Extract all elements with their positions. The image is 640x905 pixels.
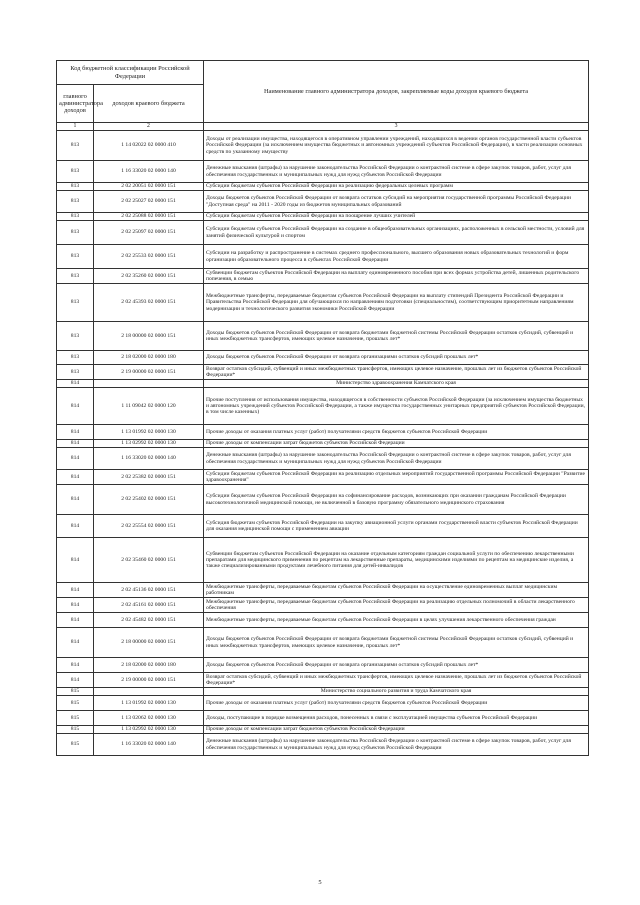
admin-code-cell: 815 [57,696,94,711]
admin-code-cell: 814 [57,583,94,598]
admin-code-cell: 813 [57,269,94,284]
income-code-cell: 2 02 25554 02 0000 151 [94,515,204,538]
admin-code-cell: 815 [57,726,94,734]
income-code-cell: 2 18 00000 02 0000 151 [94,322,204,351]
income-code-cell: 1 13 02992 02 0000 130 [94,440,204,448]
table-row [57,161,589,183]
income-name-cell: Доходы, поступающие в порядке возмещения расходов, понесенных в связи с эксплуатацией имущества субъектов Российской Федерации [204,711,589,726]
admin-code-cell: 813 [57,191,94,213]
page-number: 5 [318,879,322,886]
income-name-cell: Субвенции бюджетам субъектов Российской Федерации на оказание отдельным категориям граждан социальной услуги по обеспечению лекарственными препаратами для медицинского применения по рецептам на лекарственные препараты, медицинскими изделиями по рецептам на медицинские изделия, а также специализированными продуктами лечебного питания для детей-инвалидов [204,538,589,583]
table-row [57,734,589,756]
income-name-cell: Межбюджетные трансферты, передаваемые бюджетам субъектов Российской Федерации на осуществление единовременных выплат медицинским работникам [204,583,589,598]
income-codes-table [56,60,589,756]
admin-code-cell: 814 [57,380,94,388]
admin-code-cell: 813 [57,213,94,221]
header-number-3: 3 [204,123,589,131]
admin-code-cell: 813 [57,322,94,351]
income-name-cell: Доходы бюджетов субъектов Российской Федерации от возврата остатков субсидий на мероприятия государственной программы Российской Федерации "Доступная среда" на 2011 - 2020 годы из бюджетов муниципальных образований [204,191,589,213]
table-row [57,322,589,351]
table-row [57,448,589,470]
income-name-cell: Денежные взыскания (штрафы) за нарушение законодательства Российской Федерации о контрактной системе в сфере закупок товаров, работ, услуг для обеспечения государственных и муниципальных нужд для нужд субъектов Российской Федерации [204,448,589,470]
income-name-cell: Прочие доходы от компенсации затрат бюджетов субъектов Российской Федерации [204,440,589,448]
admin-code-cell: 815 [57,734,94,756]
income-code-cell: 2 02 25088 02 0000 151 [94,213,204,221]
table-row [57,726,589,734]
admin-code-cell: 814 [57,673,94,688]
admin-code-cell: 814 [57,440,94,448]
table-row [57,183,589,191]
admin-code-cell: 814 [57,388,94,425]
income-code-cell: 2 02 45393 02 0000 151 [94,284,204,322]
admin-code-cell: 814 [57,658,94,673]
admin-code-cell: 813 [57,161,94,183]
income-code-cell: 1 11 09042 02 0000 120 [94,388,204,425]
income-name-cell: Субсидии бюджетам субъектов Российской Федерации на реализацию федеральных целевых программ [204,183,589,191]
income-name-cell: Доходы от реализации имущества, находящегося в оперативном управлении учреждений, находящихся в ведении органов государственной власти субъектов Российской Федерации (за исключением имущества бюджетных и автономных учреждений субъектов Российской Федерации), в части реализации основных средств по указанному имуществу [204,131,589,161]
table-row [57,440,589,448]
income-code-cell: 1 16 33020 02 0000 140 [94,734,204,756]
income-code-cell: 2 02 25382 02 0000 151 [94,470,204,485]
income-name-cell: Доходы бюджетов субъектов Российской Федерации от возврата организациями остатков субсидий прошлых лет* [204,351,589,365]
table-row [57,351,589,365]
income-code-cell: 1 13 02062 02 0000 130 [94,711,204,726]
income-code-cell [94,380,204,388]
income-code-cell: 2 18 00000 02 0000 151 [94,628,204,658]
income-code-cell: 2 02 25027 02 0000 151 [94,191,204,213]
income-code-cell: 2 19 00000 02 0000 151 [94,365,204,380]
admin-code-cell: 813 [57,365,94,380]
table-row [57,284,589,322]
section-row [57,688,589,696]
income-name-cell: Межбюджетные трансферты, передаваемые бюджетам субъектов Российской Федерации в целях улучшения лекарственного обеспечения граждан [204,613,589,628]
income-code-cell: 2 18 02000 02 0000 180 [94,351,204,365]
income-code-cell: 1 16 33020 02 0000 140 [94,448,204,470]
income-name-cell: Прочие доходы от оказания платных услуг (работ) получателями средств бюджетов субъектов Российской Федерации [204,696,589,711]
income-name-cell: Министерство здравоохранения Камчатского края [204,380,589,388]
admin-code-cell: 813 [57,284,94,322]
table-row [57,658,589,673]
income-name-cell: Субсидия бюджетам субъектов Российской Федерации на закупку авиационной услуги органами государственной власти субъектов Российской Федерации для оказания медицинской помощи с применением авиации [204,515,589,538]
admin-code-cell: 814 [57,448,94,470]
income-name-cell: Доходы бюджетов субъектов Российской Федерации от возврата бюджетами бюджетной системы Российской Федерации остатков субсидий, субвенций и иных межбюджетных трансфертов, имеющих целевое назначение, прошлых лет* [204,628,589,658]
income-name-cell: Возврат остатков субсидий, субвенций и иных межбюджетных трансфертов, имеющих целевое назначение, прошлых лет из бюджетов субъектов Российской Федерации* [204,365,589,380]
header-number-2: 2 [94,123,204,131]
admin-code-cell: 813 [57,245,94,269]
income-name-cell: Доходы бюджетов субъектов Российской Федерации от возврата бюджетами бюджетной системы Российской Федерации остатков субсидий, субвенций и иных межбюджетных трансфертов, имеющих целевое назначение, прошлых лет* [204,322,589,351]
income-code-cell: 2 02 45482 02 0000 151 [94,613,204,628]
table-row [57,221,589,245]
income-code-cell: 1 13 01992 02 0000 130 [94,696,204,711]
income-code-cell: 1 13 01992 02 0000 130 [94,425,204,440]
admin-code-cell: 813 [57,183,94,191]
table-row [57,515,589,538]
table-row [57,673,589,688]
admin-code-cell: 814 [57,485,94,515]
table-row [57,191,589,213]
table-row [57,470,589,485]
income-name-cell: Субсидии бюджетам субъектов Российской Федерации на создание в общеобразовательных организациях, расположенных в сельской местности, условий для занятий физической культурой и спортом [204,221,589,245]
table-body [57,131,589,756]
income-code-cell: 2 18 02000 02 0000 180 [94,658,204,673]
income-name-cell: Субсидии бюджетам субъектов Российской Федерации на поощрение лучших учителей [204,213,589,221]
income-name-cell: Доходы бюджетов субъектов Российской Федерации от возврата организациями остатков субсидий прошлых лет* [204,658,589,673]
admin-code-cell: 813 [57,131,94,161]
income-code-cell: 2 02 35260 02 0000 151 [94,269,204,284]
table-row [57,213,589,221]
table-row [57,711,589,726]
income-name-cell: Прочие доходы от оказания платных услуг (работ) получателями средств бюджетов субъектов Российской Федерации [204,425,589,440]
admin-code-cell: 814 [57,598,94,613]
admin-code-cell: 814 [57,628,94,658]
income-code-cell [94,688,204,696]
income-name-cell: Прочие поступления от использования имущества, находящегося в собственности субъектов Российской Федерации (за исключением имущества бюджетных и автономных учреждений субъектов Российской Федерации, а также имущества государственных унитарных предприятий субъектов Российской Федерации, в том числе казенных) [204,388,589,425]
income-name-cell: Субвенции бюджетам субъектов Российской Федерации на выплату единовременного пособия при всех формах устройства детей, лишенных родительского попечения, в семью [204,269,589,284]
income-code-cell: 1 13 02992 02 0000 130 [94,726,204,734]
header-income: доходов краевого бюджета [94,85,204,123]
income-code-cell: 2 19 00000 02 0000 151 [94,673,204,688]
admin-code-cell: 814 [57,425,94,440]
admin-code-cell: 813 [57,351,94,365]
header-code-group: Код бюджетной классификации Российской Федерации [57,61,204,85]
header-name: Наименование главного администратора доходов, закрепляемые коды доходов краевого бюджета [204,61,589,123]
table-row [57,598,589,613]
income-code-cell: 1 14 02022 02 0000 410 [94,131,204,161]
income-name-cell: Возврат остатков субсидий, субвенций и иных межбюджетных трансфертов, имеющих целевое назначение, прошлых лет из бюджетов субъектов Российской Федерации* [204,673,589,688]
table-row [57,538,589,583]
income-code-cell: 2 02 45161 02 0000 151 [94,598,204,613]
table-row [57,245,589,269]
income-name-cell: Министерство социального развития и труда Камчатского края [204,688,589,696]
header-admin: главного администратора доходов [57,85,94,123]
income-code-cell: 2 02 45136 02 0000 151 [94,583,204,598]
table-row [57,365,589,380]
table-row [57,425,589,440]
income-name-cell: Денежные взыскания (штрафы) за нарушение законодательства Российской Федерации о контрактной системе в сфере закупок товаров, работ, услуг для обеспечения государственных и муниципальных нужд для нужд субъектов Российской Федерации [204,161,589,183]
income-code-cell: 2 02 25402 02 0000 151 [94,485,204,515]
income-code-cell: 2 02 20051 02 0000 151 [94,183,204,191]
table-row [57,583,589,598]
table-row [57,131,589,161]
admin-code-cell: 813 [57,221,94,245]
header-number-1: 1 [57,123,94,131]
income-code-cell: 2 02 25097 02 0000 151 [94,221,204,245]
admin-code-cell: 814 [57,470,94,485]
income-name-cell: Прочие доходы от компенсации затрат бюджетов субъектов Российской Федерации [204,726,589,734]
income-code-cell: 1 16 33020 02 0000 140 [94,161,204,183]
income-code-cell: 2 02 35460 02 0000 151 [94,538,204,583]
table-row [57,628,589,658]
income-name-cell: Межбюджетные трансферты, передаваемые бюджетам субъектов Российской Федерации на реализацию отдельных полномочий в области лекарственного обеспечения [204,598,589,613]
table-row [57,269,589,284]
table-row [57,485,589,515]
income-name-cell: Денежные взыскания (штрафы) за нарушение законодательства Российской Федерации о контрактной системе в сфере закупок товаров, работ, услуг для обеспечения государственных и муниципальных нужд для нужд субъектов Российской Федерации [204,734,589,756]
admin-code-cell: 815 [57,711,94,726]
admin-code-cell: 814 [57,538,94,583]
document-body [56,60,588,756]
admin-code-cell: 814 [57,613,94,628]
table-row [57,388,589,425]
income-name-cell: Межбюджетные трансферты, передаваемые бюджетам субъектов Российской Федерации на выплату стипендий Президента Российской Федерации и Правительства Российской Федерации для обучающихся по направлениям подготовки (специальностям), соответствующим приоритетным направлениям модернизации и технологического развития экономики Российской Федерации [204,284,589,322]
income-name-cell: Субсидии бюджетам субъектов Российской Федерации на реализацию отдельных мероприятий государственной программы Российской Федерации "Развитие здравоохранения" [204,470,589,485]
section-row [57,380,589,388]
admin-code-cell: 814 [57,515,94,538]
table-row [57,613,589,628]
income-name-cell: Субсидии на разработку и распространение в системах среднего профессионального, высшего образования новых образовательных технологий и форм организации образовательного процесса в субъектах Российской Федерации [204,245,589,269]
table-row [57,696,589,711]
admin-code-cell: 815 [57,688,94,696]
income-code-cell: 2 02 25533 02 0000 151 [94,245,204,269]
income-name-cell: Субсидии бюджетам субъектов Российской Федерации на софинансирование расходов, возникающих при оказании гражданам Российской Федерации высокотехнологичной медицинской помощи, не включенной в базовую программу обязательного медицинского страхования [204,485,589,515]
